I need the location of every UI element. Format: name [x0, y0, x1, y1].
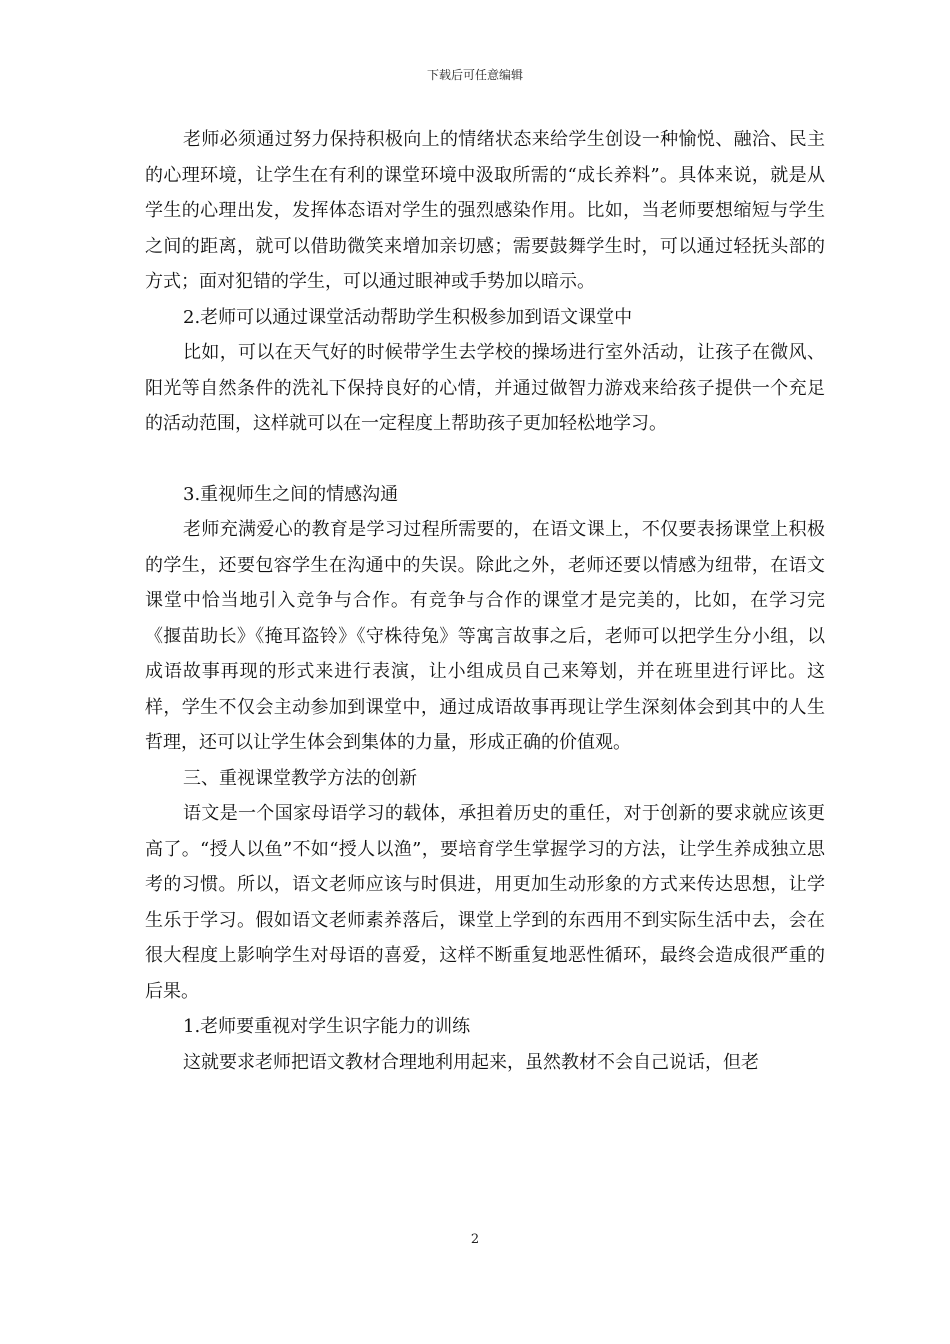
paragraph-teacher-emotion: 老师必须通过努力保持积极向上的情绪状态来给学生创设一种愉悦、融洽、民主的心理环境，让学生在有利的课堂环境中汲取所需的“成长养料”。具体来说，就是从学生的心理出发，发挥体态语对学生的强烈感染作用。比如，当老师要想缩短与学生之间的距离，就可以借助微笑来增加亲切感；需要鼓舞学生时，可以通过轻抚头部的方式；面对犯错的学生，可以通过眼神或手势加以暗示。 — [145, 129, 825, 292]
subheading-classroom-activities: 2.老师可以通过课堂活动帮助学生积极参加到语文课堂中 — [183, 306, 633, 328]
paragraph-chinese-innovation: 语文是一个国家母语学习的载体，承担着历史的重任，对于创新的要求就应该更高了。“授人以鱼”不如“授人以渔”，要培育学生掌握学习的方法，让学生养成独立思考的习惯。所以，语文老师应该与时俱进，用更加生动形象的方式来传达思想，让学生乐于学习。假如语文老师素养落后，课堂上学到的东西用不到实际生活中去，会在很大程度上影响学生对母语的喜爱，这样不断重复地恶性循环，最终会造成很严重的后果。 — [145, 803, 825, 1002]
header-note: 下载后可任意编辑 — [426, 68, 523, 82]
subheading-emotional-communication: 3.重视师生之间的情感沟通 — [183, 483, 399, 505]
paragraph-outdoor-activities: 比如，可以在天气好的时候带学生去学校的操场进行室外活动，让孩子在微风、阳光等自然条件的洗礼下保持良好的心情，并通过做智力游戏来给孩子提供一个充足的活动范围，这样就可以在一定程度上帮助孩子更加轻松地学习。 — [145, 342, 825, 434]
section-heading-teaching-innovation: 三、重视课堂教学方法的创新 — [183, 767, 417, 789]
subheading-literacy-training: 1.老师要重视对学生识字能力的训练 — [183, 1016, 471, 1037]
document-body — [145, 122, 825, 1080]
page-number: 2 — [470, 1232, 480, 1247]
paragraph-textbook-use: 这就要求老师把语文教材合理地利用起来，虽然教材不会自己说话，但老 — [183, 1051, 759, 1073]
paragraph-love-education: 老师充满爱心的教育是学习过程所需要的，在语文课上，不仅要表扬课堂上积极的学生，还要包容学生在沟通中的失误。除此之外，老师还要以情感为纽带，在语文课堂中恰当地引入竞争与合作。有竞争与合作的课堂才是完美的，比如，在学习完《揠苗助长》《掩耳盗铃》《守株待兔》等寓言故事之后，老师可以把学生分小组，以成语故事再现的形式来进行表演，让小组成员自己来筹划，并在班里进行评比。这样，学生不仅会主动参加到课堂中，通过成语故事再现让学生深刻体会到其中的人生哲理，还可以让学生体会到集体的力量，形成正确的价值观。 — [145, 519, 825, 753]
